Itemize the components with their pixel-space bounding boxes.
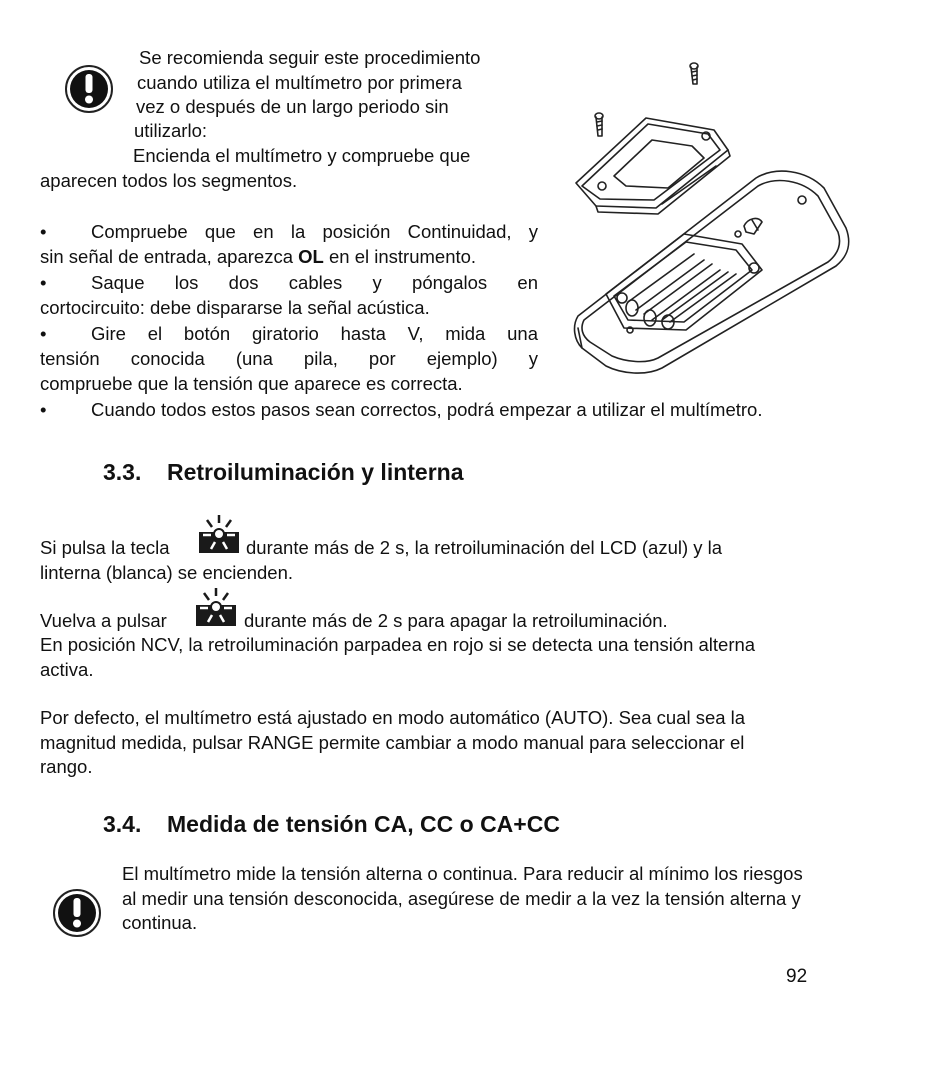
- paragraph-text: al medir una tensión desconocida, asegúrese de medir a la vez la tensión alterna y: [122, 888, 801, 909]
- paragraph-text: activa.: [40, 659, 94, 680]
- paragraph-text: durante más de 2 s para apagar la retroiluminación.: [244, 610, 668, 631]
- warning-icon: [64, 64, 114, 114]
- bullet-marker: •: [40, 399, 47, 420]
- bullet-text: Gire el botón giratorio hasta V, mida una: [91, 323, 538, 344]
- paragraph-text: El multímetro mide la tensión alterna o continua. Para reducir al mínimo los riesgos: [122, 863, 803, 884]
- paragraph-text: continua.: [122, 912, 198, 933]
- backlight-sun-icon: [196, 586, 236, 626]
- bullet-text: tensión conocida (una pila, por ejemplo) y: [40, 348, 538, 369]
- section-heading-3-3: [103, 459, 464, 486]
- paragraph-text: rango.: [40, 756, 93, 777]
- bullet-text: Cuando todos estos pasos sean correctos, podrá empezar a utilizar el multímetro.: [91, 399, 763, 420]
- paragraph-text: durante más de 2 s, la retroiluminación del LCD (azul) y la: [246, 537, 723, 558]
- section-number: 3.4.: [103, 811, 142, 837]
- intro-line: Encienda el multímetro y compruebe que: [133, 145, 471, 166]
- section-title: Retroiluminación y linterna: [167, 459, 464, 485]
- backlight-sun-icon: [199, 513, 239, 553]
- section-heading-3-4: [103, 811, 560, 838]
- intro-line: vez o después de un largo periodo sin: [136, 96, 449, 117]
- section-number: 3.3.: [103, 459, 142, 485]
- ol-label: OL: [298, 246, 324, 267]
- multimeter-battery-illustration: [566, 58, 854, 380]
- warning-icon: [52, 888, 102, 938]
- intro-line: aparecen todos los segmentos.: [40, 170, 298, 191]
- bullet-text: sin señal de entrada, aparezca OL en el instrumento.: [40, 246, 477, 267]
- bullet-marker: •: [40, 221, 47, 242]
- paragraph-text: Si pulsa la tecla: [40, 537, 170, 558]
- intro-line: utilizarlo:: [134, 120, 207, 141]
- intro-line: Se recomienda seguir este procedimiento: [139, 47, 481, 68]
- bullet-text: cortocircuito: debe dispararse la señal acústica.: [40, 297, 430, 318]
- paragraph-text: Por defecto, el multímetro está ajustado en modo automático (AUTO). Sea cual sea la: [40, 707, 746, 728]
- page-number: 92: [786, 966, 808, 987]
- bullet-marker: •: [40, 272, 47, 293]
- paragraph-text: linterna (blanca) se encienden.: [40, 562, 293, 583]
- bullet-text: compruebe que la tensión que aparece es correcta.: [40, 373, 463, 394]
- paragraph-text: Vuelva a pulsar: [40, 610, 167, 631]
- intro-line: cuando utiliza el multímetro por primera: [137, 72, 462, 93]
- bullet-text: Compruebe que en la posición Continuidad, y: [91, 221, 538, 242]
- paragraph-text: magnitud medida, pulsar RANGE permite cambiar a modo manual para seleccionar el: [40, 732, 745, 753]
- paragraph-text: En posición NCV, la retroiluminación parpadea en rojo si se detecta una tensión alterna: [40, 634, 756, 655]
- bullet-marker: •: [40, 323, 47, 344]
- section-title: Medida de tensión CA, CC o CA+CC: [167, 811, 560, 837]
- bullet-text: Saque los dos cables y póngalos en: [91, 272, 538, 293]
